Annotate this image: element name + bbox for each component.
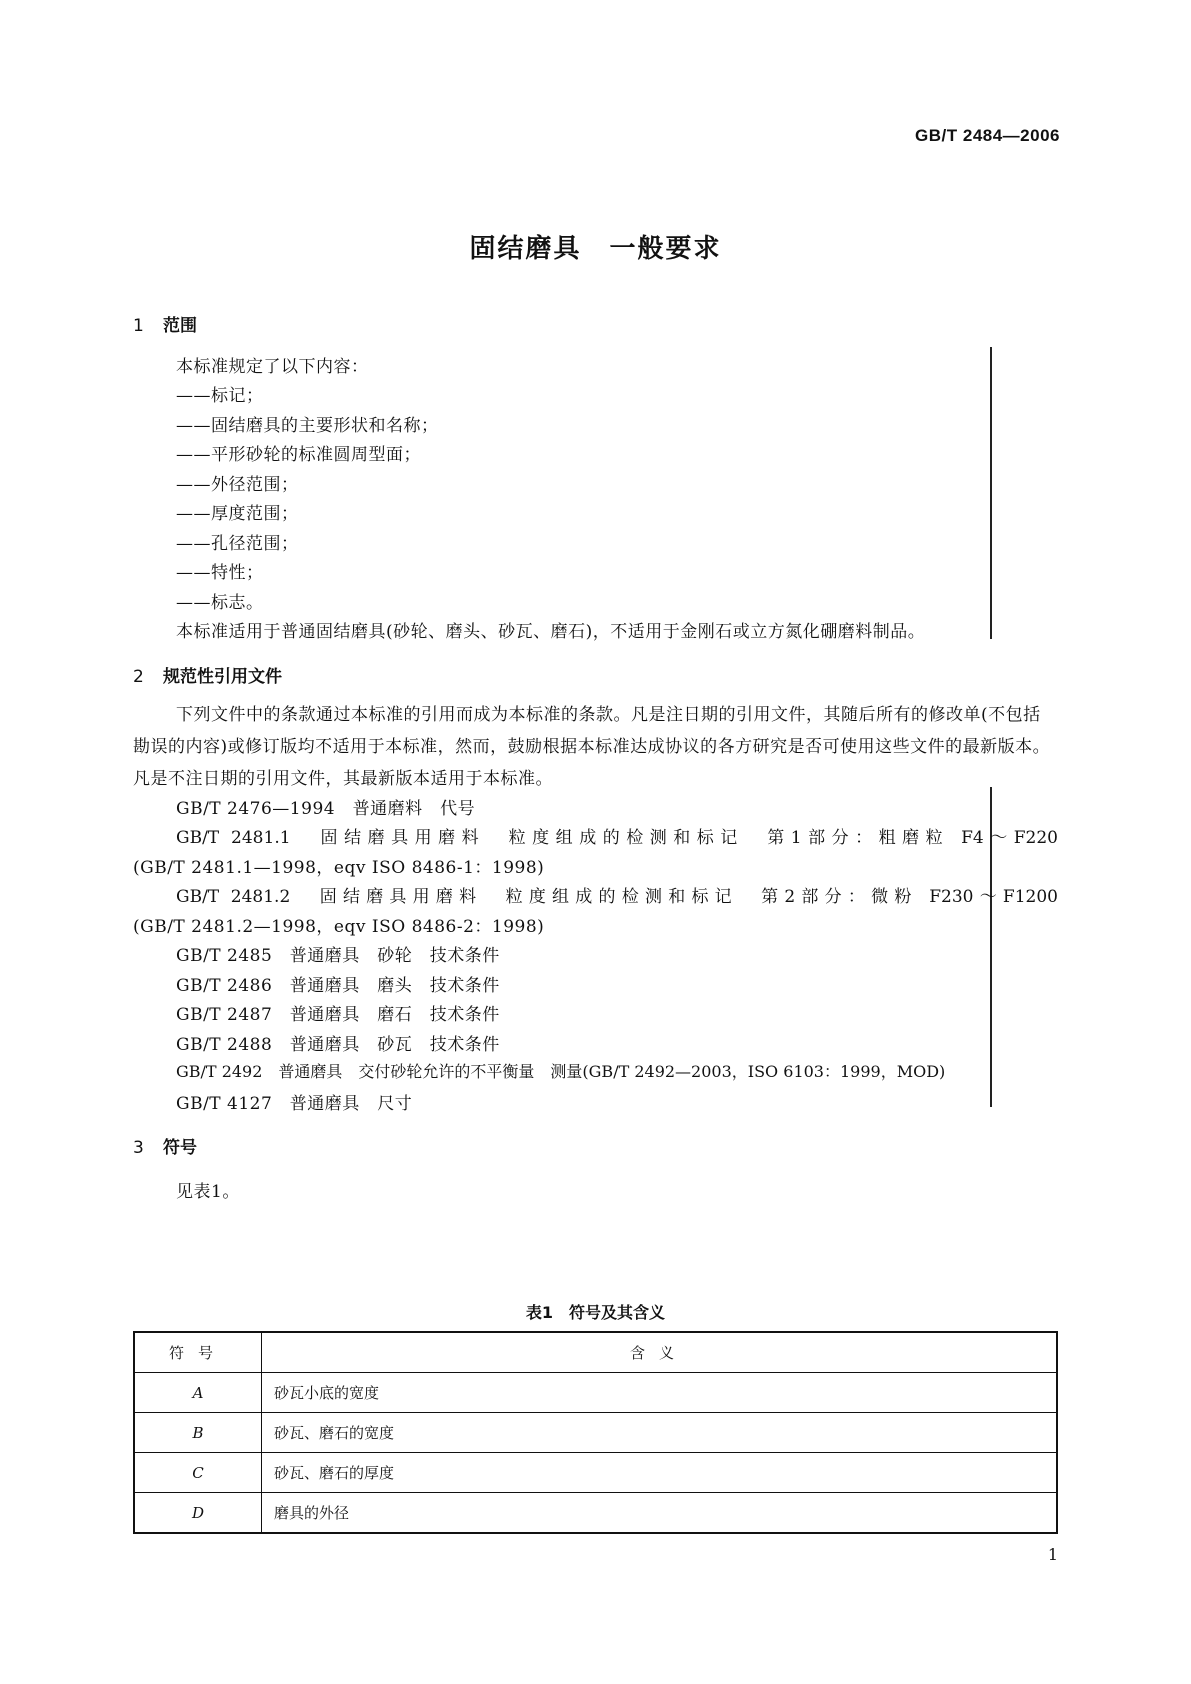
- section-1-heading: [133, 311, 197, 336]
- section-number: 3: [133, 1138, 144, 1158]
- reference-item: GB/T 2488 普通磨具 砂瓦 技术条件: [176, 1035, 500, 1055]
- standard-number: GB/T 2484—2006: [915, 126, 1060, 145]
- column-header-meaning: 含义: [262, 1332, 1058, 1373]
- section-number: 2: [133, 667, 144, 687]
- table-row: [134, 1413, 1057, 1453]
- section-title: 规范性引用文件: [163, 667, 282, 687]
- list-item: ——外径范围；: [176, 475, 299, 495]
- section-3-intro: 见表1。: [176, 1182, 240, 1202]
- table-header-row: [134, 1332, 1057, 1373]
- meaning-cell: 砂瓦、磨石的宽度: [262, 1413, 1058, 1453]
- section-number: 1: [133, 316, 144, 336]
- symbol-cell: C: [134, 1453, 262, 1493]
- reference-item-continued: (GB/T 2481.2—1998，eqv ISO 8486-2：1998): [133, 917, 545, 937]
- reference-item: GB/T 2481.1 固结磨具用磨料 粒度组成的检测和标记 第1部分：粗磨粒 F4～F220: [176, 828, 1058, 848]
- table-caption: 表1 符号及其含义: [525, 1303, 666, 1322]
- symbol-cell: B: [134, 1413, 262, 1453]
- table-row: [134, 1373, 1057, 1413]
- normative-intro: 下列文件中的条款通过本标准的引用而成为本标准的条款。凡是注日期的引用文件，其随后所有的修改单(不包括勘误的内容)或修订版均不适用于本标准，然而，鼓励根据本标准达成协议的各方研究是否可使用这些文件的最新版本。凡是不注日期的引用文件，其最新版本适用于本标准。: [133, 705, 1051, 789]
- reference-item: GB/T 2481.2 固结磨具用磨料 粒度组成的检测和标记 第2部分：微粉 F230～F1200: [176, 887, 1058, 907]
- list-item: ——标志。: [176, 593, 264, 613]
- symbol-cell: A: [134, 1373, 262, 1413]
- scope-intro: 本标准规定了以下内容：: [176, 357, 369, 377]
- reference-item-continued: (GB/T 2481.1—1998，eqv ISO 8486-1：1998): [133, 858, 545, 878]
- meaning-cell: 砂瓦、磨石的厚度: [262, 1453, 1058, 1493]
- symbol-cell: D: [134, 1493, 262, 1534]
- symbols-table: [133, 1331, 1058, 1534]
- list-item: ——厚度范围；: [176, 504, 299, 524]
- list-item: ——特性；: [176, 563, 264, 583]
- reference-item: GB/T 2486 普通磨具 磨头 技术条件: [176, 976, 500, 996]
- meaning-cell: 砂瓦小底的宽度: [262, 1373, 1058, 1413]
- meaning-cell: 磨具的外径: [262, 1493, 1058, 1534]
- section-2-heading: [133, 662, 282, 687]
- document-title: 固结磨具 一般要求: [469, 234, 722, 264]
- list-item: ——平形砂轮的标准圆周型面；: [176, 445, 421, 465]
- list-item: ——固结磨具的主要形状和名称；: [176, 416, 439, 436]
- reference-item: GB/T 2492 普通磨具 交付砂轮允许的不平衡量 测量(GB/T 2492—2003，ISO 6103：1999，MOD): [176, 1062, 946, 1081]
- scope-applicability: 本标准适用于普通固结磨具(砂轮、磨头、砂瓦、磨石)，不适用于金刚石或立方氮化硼磨料制品。: [176, 622, 926, 642]
- change-bar: [990, 347, 992, 639]
- reference-item: GB/T 2485 普通磨具 砂轮 技术条件: [176, 946, 500, 966]
- reference-item: GB/T 2487 普通磨具 磨石 技术条件: [176, 1005, 500, 1025]
- column-header-symbol: 符号: [134, 1332, 262, 1373]
- list-item: ——标记；: [176, 386, 264, 406]
- table-row: [134, 1493, 1057, 1534]
- reference-item: GB/T 4127 普通磨具 尺寸: [176, 1094, 413, 1114]
- page-number: 1: [1047, 1545, 1058, 1564]
- reference-item: GB/T 2476—1994 普通磨料 代号: [176, 799, 476, 819]
- list-item: ——孔径范围；: [176, 534, 299, 554]
- table-row: [134, 1453, 1057, 1493]
- section-title: 符号: [163, 1138, 197, 1158]
- section-title: 范围: [163, 316, 197, 336]
- section-3-heading: [133, 1133, 197, 1158]
